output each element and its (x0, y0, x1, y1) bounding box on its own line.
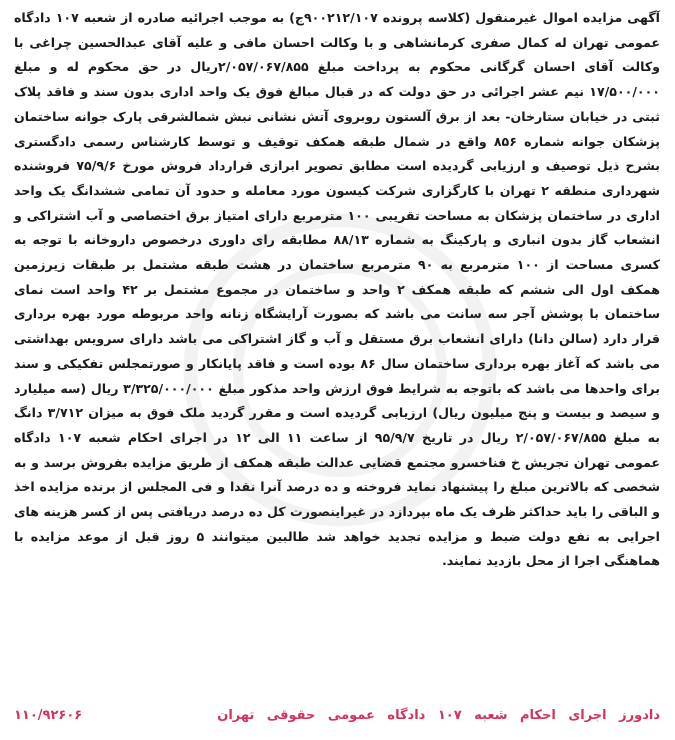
signature-line: دادورز اجرای احکام شعبه ۱۰۷ دادگاه عمومی حقوقی تهران (217, 708, 660, 723)
notice-body (14, 6, 660, 574)
notice-footer (14, 708, 660, 723)
notice-text: آگهی مزایده اموال غیرمنقول (کلاسه پرونده ۹۰۰۲۱۲/۱۰۷ج) به موجب اجرائیه صادره از شعبه ۱۰۷ دادگاه عمومی تهران له کمال صفری کرمانشاهی و با وکالت احسان مافی و علیه آقای عبدالحسین چراغی با وکالت آقای احسان گرگانی محکوم به پرداخت مبلغ ۲/۰۵۷/۰۶۷/۸۵۵ریال در حق محکوم له و مبلغ ۱۷/۵۰۰/۰۰۰ نیم عشر اجرائی در حق دولت که در قبال مبالغ فوق یک واحد اداری بدون سند و فاقد پلاک ثبتی در خیابان ستارخان- بعد از برق آلستون روبروی آتش نشانی نبش شمالشرقی پارک جوانه ساختمان پزشکان جوانه شماره ۸۵۶ واقع در شمال طبقه همکف توقیف و توسط کارشناس رسمی دادگستری بشرح ذیل توصیف و ارزیابی گردیده است مطابق تصویر ابرازی قرارداد فروش مورخ ۷۵/۹/۶ فروشنده شهرداری منطقه ۲ تهران با کارگزاری شرکت کیسون مورد معامله و حدود آن تمامی ششدانگ یک واحد اداری در ساختمان پزشکان به مساحت تقریبی ۱۰۰ مترمربع دارای امتیاز برق اختصاصی و آب اشتراکی و انشعاب گاز بدون انباری و پارکینگ به شماره ۸۸/۱۳ مطابقه رای داوری درخصوص داروخانه با توجه به کسری مساحت از ۱۰۰ مترمربع به ۹۰ مترمربع ساختمان در هشت طبقه مشتمل بر طبقات زیرزمین همکف اول الی ششم که طبقه همکف ۲ واحد و ساختمان در مجموع مشتمل بر ۴۲ واحد است نمای ساختمان با پوشش آجر سه سانت می باشد که بصورت آرایشگاه زنانه واحد مربوطه مورد بهره برداری قرار دارد (سالن دانا) دارای انشعاب برق مستقل و آب و گاز اشتراکی می باشد دارای سرویس بهداشتی می باشد که آغاز بهره برداری ساختمان سال ۸۶ بوده است و فاقد پایانکار و صورتمجلس تفکیکی و سند برای واحدها می باشد که باتوجه به شرایط فوق ارزش واحد مذکور مبلغ ۳/۳۲۵/۰۰۰/۰۰۰ ریال (سه میلیارد و سیصد و بیست و پنج میلیون ریال) ارزیابی گردیده است و مقرر گردید ملک فوق به میزان ۳/۷۱۲ دانگ به مبلغ ۲/۰۵۷/۰۶۷/۸۵۵ ریال در تاریخ ۹۵/۹/۷ از ساعت ۱۱ الی ۱۲ در اجرای احکام شعبه ۱۰۷ دادگاه عمومی تهران تجریش خ فناخسرو مجتمع قضایی عدالت طبقه همکف از طریق مزایده بفروش برسد و به شخصی که بالاترین مبلغ را پیشنهاد نماید فروخته و ده درصد آنرا نقدا و فی المجلس از برنده مزایده اخذ و الباقی را باید حداکثر ظرف یک ماه بپردازد در غیراینصورت کل ده درصد دریافتی پس از کسر هزینه های اجرایی به نفع دولت ضبط و مزایده تجدید خواهد شد طالبین میتوانند ۵ روز قبل از موعد مزایده با هماهنگی اجرا از محل بازدید نمایند. (14, 10, 660, 569)
auction-notice (6, 4, 668, 736)
notice-code: ۱۱۰/۹۲۶۰۶ (14, 708, 83, 723)
